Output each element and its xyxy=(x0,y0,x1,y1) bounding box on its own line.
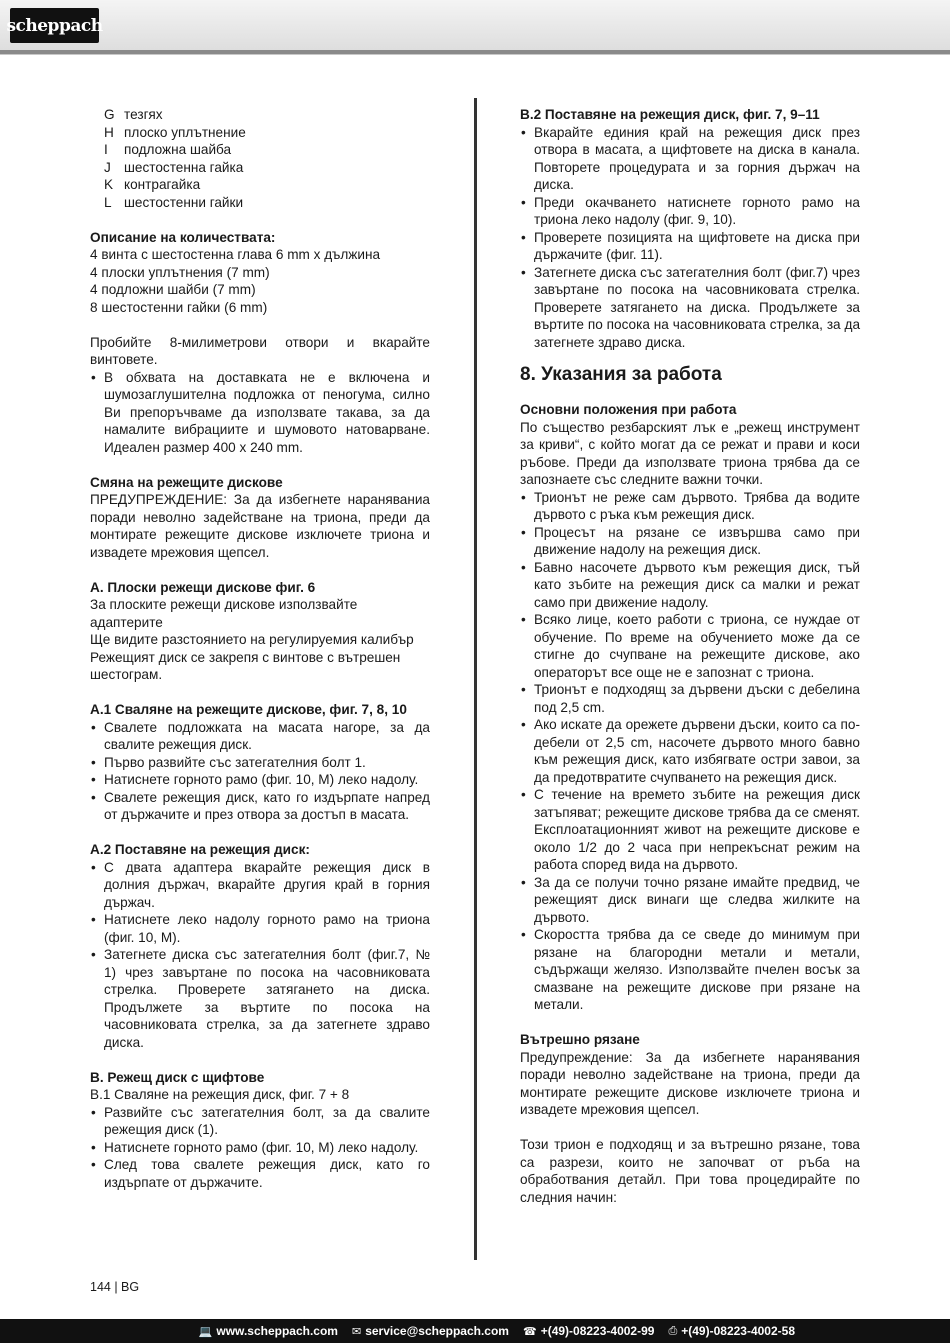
spacer xyxy=(90,824,430,842)
inner-cutting-heading: Вътрешно рязане xyxy=(520,1032,640,1047)
footer-phone-text: +(49)-08223-4002-99 xyxy=(540,1324,655,1338)
bullet-item: • Развийте със затегателния болт, за да свалите режещия диск (1). xyxy=(90,1104,430,1139)
bullet-item: • За да се получи точно рязане имайте предвид, че режещият диск винаги ще следва жилките на дървото. xyxy=(520,874,860,927)
legend-text: тезгях xyxy=(124,107,163,122)
footer-fax xyxy=(668,1324,795,1338)
inner-cutting-warning: Предупреждение: За да избегнете наранявания поради неволно задействане на триона, преди да монтирате режещите дискове изключете триона и извадете мрежовия щепсел. xyxy=(520,1049,860,1117)
bullet-item: • Свалете подложката на масата нагоре, за да свалите режещия диск. xyxy=(90,719,430,754)
bullet-item: • С двата адаптера вкарайте режещия диск в долния държач, вкарайте другия край в горния държач. xyxy=(90,859,430,912)
header-bar xyxy=(0,0,950,50)
quantity-line: 4 винта с шестостенна глава 6 mm x дължина xyxy=(90,247,381,262)
computer-icon: 💻 xyxy=(198,1324,213,1338)
footer-email-text: service@scheppach.com xyxy=(365,1324,509,1338)
footer-web-text: www.scheppach.com xyxy=(216,1324,338,1338)
legend-item xyxy=(90,141,430,159)
inner-cutting-paragraph: Този трион е подходящ и за вътрешно рязане, това са разрези, които не започват от ръба на обработвания детайл. При това процедирайте по следния начин: xyxy=(520,1137,860,1205)
mail-icon: ✉ xyxy=(351,1324,362,1338)
drill-bullets xyxy=(90,369,430,457)
bullet-item: • Трионът е подходящ за дървени дъски с дебелина под 2,5 cm. xyxy=(520,681,860,716)
legend-text: шестостенни гайки xyxy=(124,194,244,210)
spacer xyxy=(90,684,430,702)
section-a-line: Ще видите разстоянието на регулируемия калибър xyxy=(90,632,414,647)
legend-text: шестостенна гайка xyxy=(124,159,244,175)
footer-phone xyxy=(523,1324,654,1338)
footer-bar xyxy=(0,1319,950,1343)
fax-icon: ⎙ xyxy=(668,1324,678,1337)
bullet-item: • Трионът не реже сам дървото. Трябва да водите дървото с ръка към режещия диск. xyxy=(520,489,860,524)
bullet-item: • Първо развийте със затегателния болт 1. xyxy=(90,754,430,772)
legend-text: плоско уплътнение xyxy=(124,124,246,140)
legend-text: контрагайка xyxy=(124,177,201,192)
header-divider-thin xyxy=(0,54,950,55)
bullet-item: • Вкарайте единия край на режещия диск през отвора в масата, а щифтовете на диска в канала. Повторете процедурата и за горния държач на диска. xyxy=(520,124,860,194)
legend-letter: G xyxy=(104,107,115,122)
footer-web[interactable] xyxy=(199,1324,338,1338)
bullet-item: • Процесът на рязане се извършва само при движение надолу на режещия диск. xyxy=(520,524,860,559)
bullet-item: • Затегнете диска със затегателния болт (фиг.7) чрез завъртане по посока на часовниковата стрелка. Проверете затягането на диска. Продължете за въртите по посока на часовниковата стрелка, за да затегнете здраво диска. xyxy=(520,264,860,352)
spacer xyxy=(90,316,430,334)
footer-fax-text: +(49)-08223-4002-58 xyxy=(681,1324,795,1338)
spacer xyxy=(90,211,430,229)
legend-item xyxy=(90,106,430,124)
a1-bullets xyxy=(90,719,430,824)
bullet-item: • Ако искате да орежете дървени дъски, които са по-дебели от 2,5 cm, насочете дървото много бавно към режещия диск, като избягвате остри завои, за да предотвратите счупването на режещия диск. xyxy=(520,716,860,786)
spacer xyxy=(520,1014,860,1032)
spacer xyxy=(90,456,430,474)
b1-bullets xyxy=(90,1104,430,1192)
spacer xyxy=(520,351,860,359)
bullet-item: • Натиснете леко надолу горното рамо на триона (фиг. 10, M). xyxy=(90,911,430,946)
legend-item xyxy=(90,124,430,142)
legend-letter: I xyxy=(104,142,108,157)
section-b1-line: B.1 Сваляне на режещия диск, фиг. 7 + 8 xyxy=(90,1087,350,1102)
bullet-item: • Проверете позицията на щифтовете на диска при държачите (фиг. 11). xyxy=(520,229,860,264)
bullet-item: • Бавно насочете дървото към режещия диск, тъй като зъбите на режещия диск са малки и режат само при движение надолу. xyxy=(520,559,860,612)
legend-text: подложна шайба xyxy=(124,142,232,157)
section-a2-heading: A.2 Поставяне на режещия диск: xyxy=(90,842,310,857)
bullet-item: • Всяко лице, което работи с триона, се нуждае от обучение. По време на обучението може да се стигне до счупване на режещите дискове, ако операторът все още не е запознат с триона. xyxy=(520,611,860,681)
footer-email[interactable] xyxy=(352,1324,509,1338)
parts-legend xyxy=(90,106,430,211)
change-blades-heading: Смяна на режещите дискове xyxy=(90,474,283,490)
legend-item xyxy=(90,194,430,212)
section-a-line: За плоските режещи дискове използвайте адаптерите xyxy=(90,597,358,630)
legend-letter: H xyxy=(104,124,114,140)
change-blades-warning: ПРЕДУПРЕЖДЕНИЕ: За да избегнете нараняваниа поради неволно задействане на триона, преди да монтирате режещите дискове изключете триона и извадете мрежовия щепсел. xyxy=(90,492,430,560)
section-8-title: 8. Указания за работа xyxy=(520,364,722,385)
drill-paragraph: Пробийте 8-милиметрови отвори и вкарайте винтовете. xyxy=(90,334,430,367)
page-number: 144 | BG xyxy=(90,1280,140,1294)
section-b-heading: B. Режещ диск с щифтове xyxy=(90,1069,265,1085)
bullet-item: • Натиснете горното рамо (фиг. 10, M) леко надолу. xyxy=(90,771,430,789)
legend-item xyxy=(90,159,430,177)
section-a-line: Режещият диск се закрепя с винтове с вътрешен шестограм. xyxy=(90,649,401,682)
right-column xyxy=(520,106,860,1206)
quantities-heading: Описание на количествата: xyxy=(90,229,276,245)
bullet-item: • След това свалете режещия диск, като го издърпате от държачите. xyxy=(90,1156,430,1191)
bullet-item: • С течение на времето зъбите на режещия диск затъпяват; режещите дискове трябва да се сменят. Експлоатационният живот на режещите дискове е около 1/2 до 2 часа при непрекъснат режим на работа според вида на дървото. xyxy=(520,786,860,874)
spacer xyxy=(520,1119,860,1137)
b2-bullets xyxy=(520,124,860,352)
bullet-item: • В обхвата на доставката не е включена и шумозаглушителна подложка от пеногума, силно Ви препоръчваме да използвате такава, за да намалите вибрациите и шумовото натоварване. Идеален размер 400 x 240 mm. xyxy=(90,369,430,457)
legend-item xyxy=(90,176,430,194)
basic-heading: Основни положения при работа xyxy=(520,402,737,417)
spacer xyxy=(90,1051,430,1069)
legend-letter: K xyxy=(104,177,114,192)
bullet-item: • Скоростта трябва да се сведе до минимум при рязане на благородни метали и метали, съдържащи желязо. Използвайте пчелен восък за смазване на режещите дискове при рязане на метали. xyxy=(520,926,860,1014)
bullet-item: • Затегнете диска със затегателния болт (фиг.7, № 1) чрез завъртане по посока на часовниковата стрелка. Проверете затягането на диска. Продължете за въртите по посока на часовниковата стрелка, за да затегнете здраво диска. xyxy=(90,946,430,1051)
spacer xyxy=(90,561,430,579)
basic-paragraph: По същество резбарският лък е „режещ инструмент за криви“, с който могат да се режат и прави и коси ръбове. Преди да използвате триона трябва да се запознаете със следните важни точки. xyxy=(520,419,860,487)
left-column xyxy=(90,106,430,1191)
quantity-line: 4 подложни шайби (7 mm) xyxy=(90,282,256,297)
quantity-line: 4 плоски уплътнения (7 mm) xyxy=(90,264,270,280)
bullet-item: • Преди окачването натиснете горното рамо на триона леко надолу (фиг. 9, 10). xyxy=(520,194,860,229)
phone-icon: ☎ xyxy=(522,1324,537,1338)
section-a1-heading: A.1 Сваляне на режещите дискове, фиг. 7, 8, 10 xyxy=(90,702,407,717)
basic-bullets xyxy=(520,489,860,1014)
a2-bullets xyxy=(90,859,430,1052)
quantity-line: 8 шестостенни гайки (6 mm) xyxy=(90,299,268,315)
section-b2-heading: B.2 Поставяне на режещия диск, фиг. 7, 9–11 xyxy=(520,107,820,122)
scheppach-logo: scheppach xyxy=(10,8,99,43)
legend-letter: J xyxy=(104,159,111,175)
bullet-item: • Натиснете горното рамо (фиг. 10, M) леко надолу. xyxy=(90,1139,430,1157)
legend-letter: L xyxy=(104,194,112,210)
bullet-item: • Свалете режещия диск, като го издърпате напред от държачите и през отвора за достъп в масата. xyxy=(90,789,430,824)
column-divider xyxy=(474,98,477,1260)
section-a-heading: A. Плоски режещи дискове фиг. 6 xyxy=(90,579,316,595)
